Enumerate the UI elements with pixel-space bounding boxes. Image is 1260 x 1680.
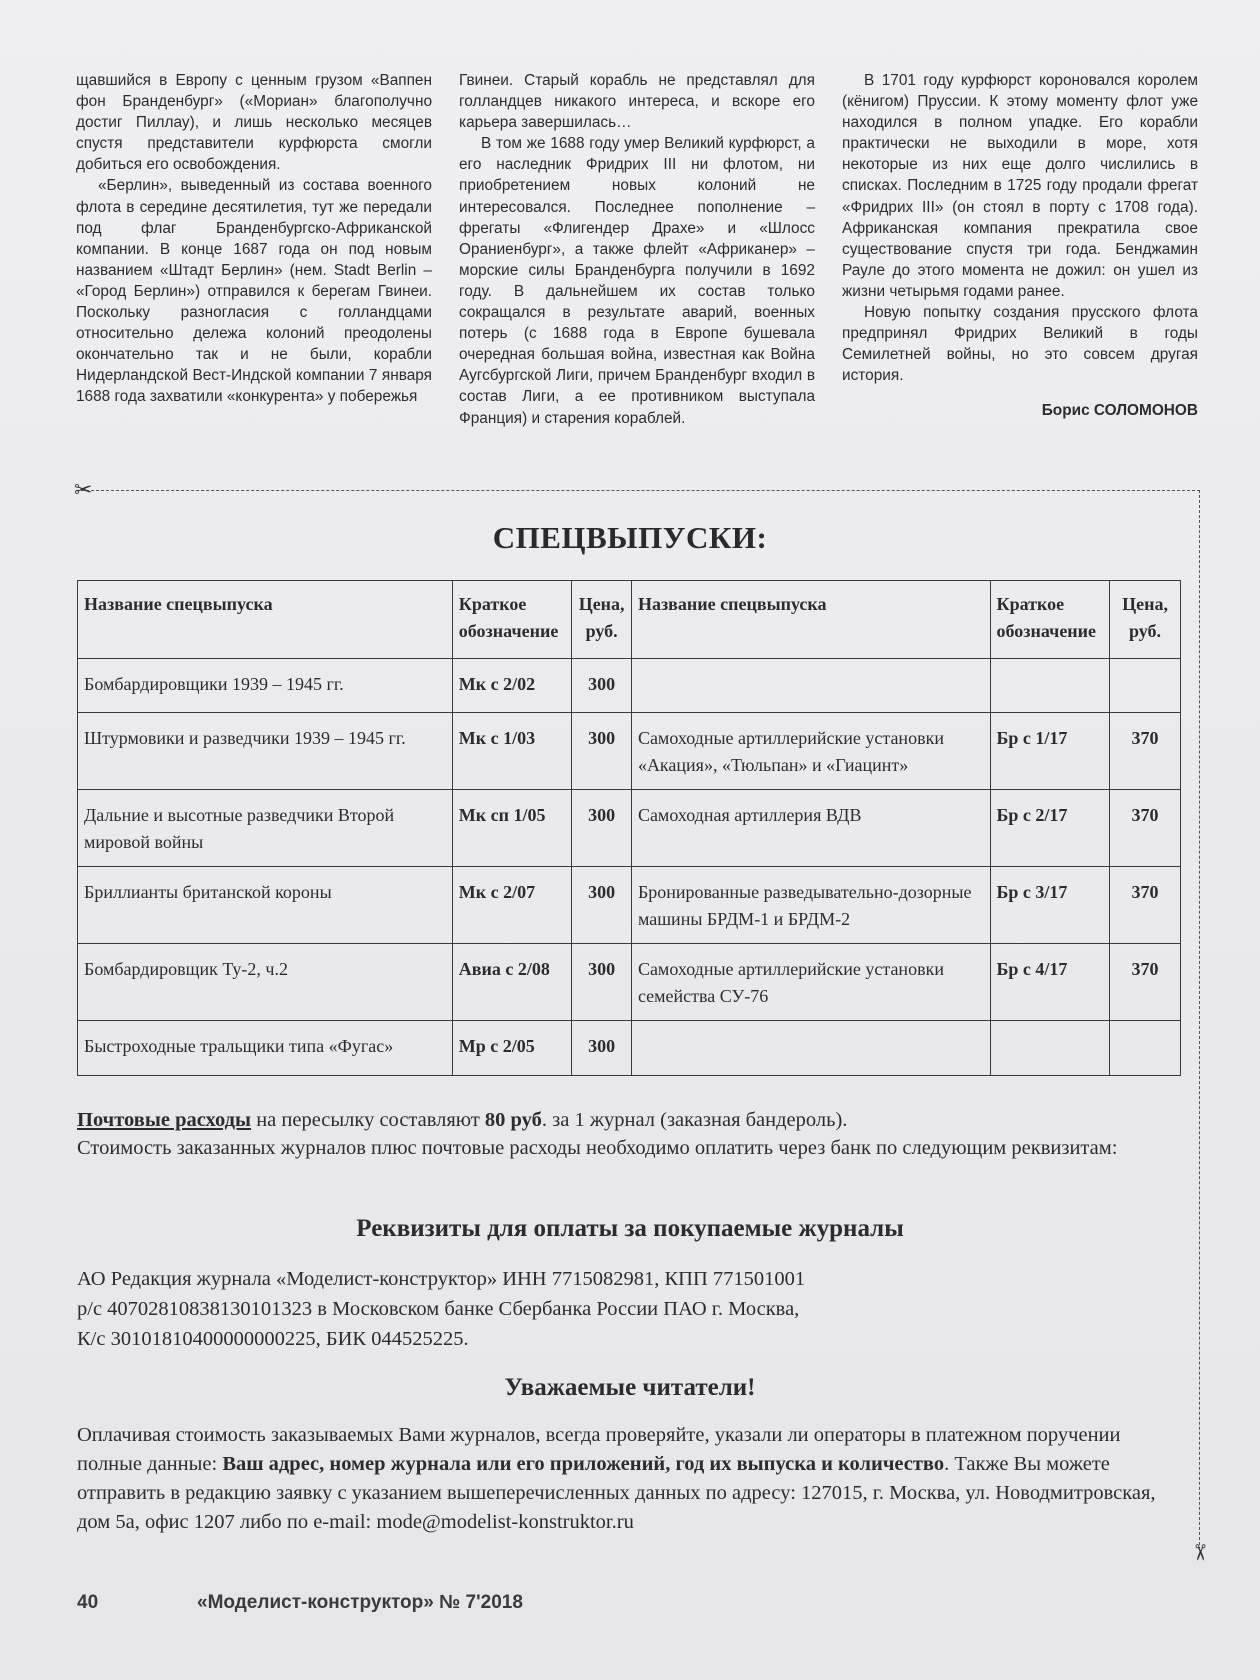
paragraph: Гвинеи. Старый корабль не представлял для голландцев никакого интереса, и вскоре его карьера завершилась… [459, 72, 815, 132]
issue-price [1110, 1021, 1181, 1076]
issue-name: Бомбардировщики 1939 – 1945 гг. [78, 659, 453, 713]
header-code: Краткое обозначение [990, 581, 1110, 659]
article-column-1 [76, 70, 432, 480]
postal-text: на пересылку составляют [251, 1109, 485, 1131]
header-price: Цена, руб. [1110, 581, 1181, 659]
issue-code: Бр с 1/17 [990, 713, 1110, 790]
cut-line-top [76, 490, 1200, 491]
issue-price: 300 [572, 944, 632, 1021]
issue-price: 300 [572, 1021, 632, 1076]
table-row [78, 944, 1181, 1021]
readers-paragraph [77, 1421, 1187, 1537]
postal-amount: 80 руб [484, 1109, 542, 1131]
issue-name: Бронированные разведывательно-дозорные машины БРДМ-1 и БРДМ-2 [631, 867, 990, 944]
paragraph: В том же 1688 году умер Великий курфюрст, а его наследник Фридрих III ни флотом, ни приобретением новых колоний не интересовался. Последнее пополнение – фрегаты «Флигендер Драхе» и «Шлосс Ораниенбург», а также флейт «Африканер» – морские силы Бранденбурга получили в 1692 году. В дальнейшем их состав только сокращался в результате аварий, военных потерь (с 1688 года в Европе бушевала очередная большая война, известная как Война Аугсбургской Лиги, причем Бранденбург входил в состав Лиги, а ее противником выступала Франция) и старения кораблей. [459, 135, 815, 427]
readers-title: Уважаемые читатели! [504, 1374, 756, 1401]
issue-price: 300 [572, 867, 632, 944]
requisites-block [77, 1264, 1187, 1354]
issue-name: Самоходная артиллерия ВДВ [631, 790, 990, 867]
issue-name: Быстроходные тральщики типа «Фугас» [78, 1021, 453, 1076]
table-row [78, 867, 1181, 944]
scissors-icon: ✂ [74, 478, 93, 503]
issue-code: Бр с 2/17 [990, 790, 1110, 867]
issue-code [990, 1021, 1110, 1076]
article-column-3 [842, 70, 1198, 480]
issue-price [1110, 659, 1181, 713]
issue-name: Бомбардировщик Ту-2, ч.2 [78, 944, 453, 1021]
issue-code: Мк сп 1/05 [452, 790, 572, 867]
readers-text: . Также Вы можете отправить в редакцию заявку с указанием вышеперечисленных данных по адресу: 127015, г. Москва, ул. Новодмитровская, дом 5а, офис 1207 либо по e-mail: mode@modelist-konstruktor.ru [77, 1453, 1156, 1533]
postal-text: . за 1 журнал (заказная бандероль). [541, 1109, 848, 1131]
requisites-title: Реквизиты для оплаты за покупаемые журналы [356, 1215, 904, 1242]
requisites-line: АО Редакция журнала «Моделист-конструктор» ИНН 7715082981, КПП 771501001 [77, 1268, 806, 1290]
table-row [78, 790, 1181, 867]
article-columns [76, 70, 1198, 480]
table-row [78, 659, 1181, 713]
issue-name: Дальние и высотные разведчики Второй мировой войны [78, 790, 453, 867]
table-row [78, 713, 1181, 790]
issue-price: 300 [572, 790, 632, 867]
issue-code: Мк с 2/07 [452, 867, 572, 944]
readers-text: Оплачивая стоимость заказываемых Вами журналов, всегда проверяйте, указали ли операторы в платежном поручении полные данные: [77, 1424, 1121, 1475]
issue-name: Самоходные артиллерийские установки «Акация», «Тюльпан» и «Гиацинт» [631, 713, 990, 790]
issue-code: Бр с 3/17 [990, 867, 1110, 944]
issue-price: 300 [572, 713, 632, 790]
requisites-line: К/с 30101810400000000225, БИК 044525225. [77, 1328, 469, 1350]
issue-code: Мр с 2/05 [452, 1021, 572, 1076]
issue-price: 370 [1110, 867, 1181, 944]
page-number: 40 [77, 1592, 99, 1613]
issue-name: Бриллианты британской короны [78, 867, 453, 944]
issue-price: 370 [1110, 944, 1181, 1021]
issue-name [631, 659, 990, 713]
issue-code [990, 659, 1110, 713]
postal-costs-label: Почтовые расходы [77, 1109, 252, 1131]
scissors-icon: ✂ [1186, 1543, 1212, 1562]
issue-price: 370 [1110, 713, 1181, 790]
header-price: Цена, руб. [572, 581, 632, 659]
paragraph: «Берлин», выведенный из состава военного флота в середине десятилетия, тут же передали под флаг Бранденбургско-Африканской компании. В конце 1687 года он под новым названием «Штадт Берлин» (нем. Stadt Berlin – «Город Берлин») отправился к берегам Гвинеи. Поскольку разногласия с голландцами относительно дележа колоний преодолены окончательно так и не были, корабли Нидерландской Вест-Индской компании 7 января 1688 года захватили «конкурента» у побережья [76, 177, 432, 406]
specials-title: СПЕЦВЫПУСКИ: [492, 520, 768, 555]
issue-code: Мк с 1/03 [452, 713, 572, 790]
header-name: Название спецвыпуска [78, 581, 453, 659]
issue-price: 370 [1110, 790, 1181, 867]
specials-table [77, 580, 1181, 1076]
postal-text: Стоимость заказанных журналов плюс почтовые расходы необходимо оплатить через банк по следующим реквизитам: [77, 1137, 1118, 1159]
requisites-line: р/с 40702810838130101323 в Московском банке Сбербанка России ПАО г. Москва, [77, 1298, 800, 1320]
issue-name [631, 1021, 990, 1076]
paragraph: Новую попытку создания прусского флота предпринял Фридрих Великий в годы Семилетней войны, но это совсем другая история. [842, 304, 1198, 385]
header-code: Краткое обозначение [452, 581, 572, 659]
issue-name: Штурмовики и разведчики 1939 – 1945 гг. [78, 713, 453, 790]
header-name: Название спецвыпуска [631, 581, 990, 659]
issue-name: Самоходные артиллерийские установки семейства СУ-76 [631, 944, 990, 1021]
paragraph: щавшийся в Европу с ценным грузом «Ваппен фон Бранденбург» («Мориан» благополучно достиг Пиллау), и лишь несколько месяцев спустя представители курфюрста смогли добиться его освобождения. [76, 72, 432, 174]
issue-code: Бр с 4/17 [990, 944, 1110, 1021]
postal-costs-paragraph [77, 1106, 1187, 1162]
issue-code: Мк с 2/02 [452, 659, 572, 713]
table-header-row [78, 581, 1181, 659]
issue-price: 300 [572, 659, 632, 713]
issue-code: Авиа с 2/08 [452, 944, 572, 1021]
table-row [78, 1021, 1181, 1076]
paragraph: В 1701 году курфюрст короновался королем (кёнигом) Пруссии. К этому моменту флот уже находился в полном упадке. Его корабли практически не выходили в море, хотя некоторые из них еще долго числились в списках. Последним в 1725 году продали фрегат «Фридрих III» (он стоял в порту с 1708 года). Африканская компания прекратила свое существование спустя три года. Бенджамин Рауле до этого момента не дожил: он ушел из жизни четырьмя годами ранее. [842, 72, 1198, 300]
page-footer [77, 1592, 523, 1614]
magazine-issue: «Моделист-конструктор» № 7'2018 [197, 1592, 523, 1613]
author-signature: Борис СОЛОМОНОВ [1041, 402, 1198, 420]
article-column-2 [459, 70, 815, 480]
readers-bold-text: Ваш адрес, номер журнала или его приложений, год их выпуска и количество [222, 1453, 945, 1475]
